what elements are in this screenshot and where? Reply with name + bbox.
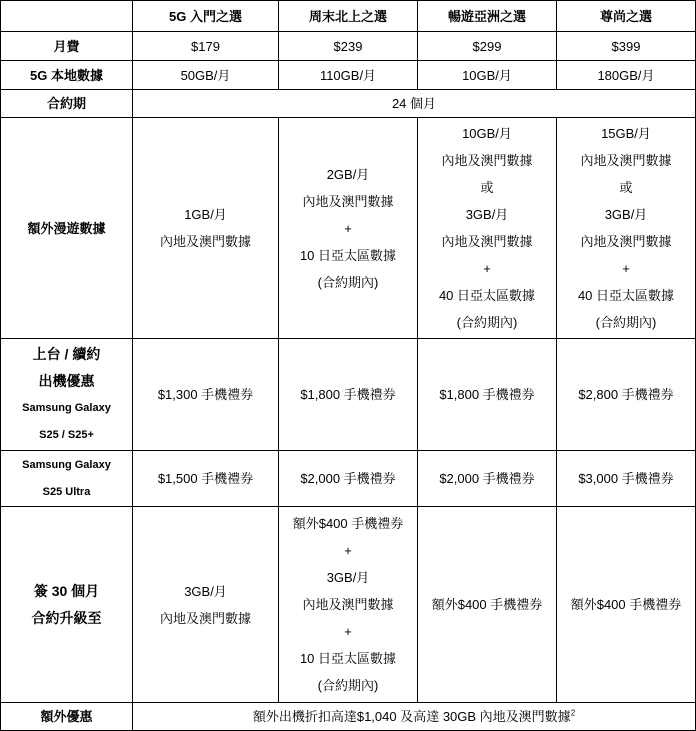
cell-line: + (344, 624, 352, 639)
offer-s25-label (1, 339, 133, 451)
cell-line: 15GB/月 (601, 126, 651, 141)
plan-name: 尊尚之選 (557, 1, 696, 32)
cell-line: 10GB/月 (462, 126, 512, 141)
cell-line: (合約期內) (456, 315, 518, 330)
cell-line: 10 日亞太區數據 (299, 247, 397, 263)
monthly-fee-label: 月費 (1, 32, 133, 61)
plan-upgrade (418, 507, 557, 703)
plan-fee: $299 (418, 32, 557, 61)
plan-local-data: 180GB/月 (557, 61, 696, 90)
offer-s25-row (1, 339, 696, 451)
cell-line: 1GB/月 (184, 207, 227, 222)
extra-label: 額外優惠 (1, 703, 133, 731)
upgrade-line1: 簽 30 個月 (33, 582, 100, 599)
plan-upgrade (557, 507, 696, 703)
upgrade-row (1, 507, 696, 703)
plan-roaming (279, 118, 418, 339)
cell-line: 內地及澳門數據 (159, 610, 251, 626)
cell-line: 40 日亞太區數據 (438, 288, 536, 303)
cell-line: 3GB/月 (326, 570, 370, 585)
upgrade-line2: 合約升級至 (31, 609, 102, 626)
cell-line: 內地及澳門數據 (159, 234, 251, 249)
monthly-fee-row (1, 32, 696, 61)
cell-line: (合約期內) (317, 678, 379, 693)
cell-line: 或 (619, 180, 633, 195)
cell-line: (合約期內) (317, 274, 379, 290)
corner-cell (1, 1, 133, 32)
cell-line: 額外$400 手機禮券 (292, 516, 404, 531)
plan-local-data: 50GB/月 (133, 61, 279, 90)
offer-ultra-value: $2,000 手機禮券 (279, 451, 418, 507)
plan-fee: $239 (279, 32, 418, 61)
cell-line: 3GB/月 (465, 207, 509, 222)
cell-line: 內地及澳門數據 (302, 193, 394, 209)
cell-line: 內地及澳門數據 (302, 597, 394, 612)
cell-line: (合約期內) (595, 315, 657, 330)
extra-row (1, 703, 696, 731)
offer-s25-value: $2,800 手機禮券 (557, 339, 696, 451)
plan-name: 5G 入門之選 (133, 1, 279, 32)
contract-row (1, 90, 696, 118)
upgrade-label (1, 507, 133, 703)
model-name: Samsung Galaxy (22, 401, 111, 414)
local-data-row (1, 61, 696, 90)
cell-line: + (622, 261, 630, 276)
cell-line: 3GB/月 (184, 583, 227, 599)
plan-local-data: 10GB/月 (418, 61, 557, 90)
plan-upgrade (133, 507, 279, 703)
plan-name: 周末北上之選 (279, 1, 418, 32)
footnote-marker: 2 (570, 708, 576, 718)
offer-ultra-value: $2,000 手機禮券 (418, 451, 557, 507)
plan-local-data: 110GB/月 (279, 61, 418, 90)
cell-line: 40 日亞太區數據 (577, 288, 675, 303)
model-name: S25 / S25+ (39, 428, 94, 441)
cell-line: 內地及澳門數據 (580, 234, 672, 249)
local-data-label: 5G 本地數據 (1, 61, 133, 90)
plan-fee: $179 (133, 32, 279, 61)
cell-line: 內地及澳門數據 (580, 153, 672, 168)
cell-line: 內地及澳門數據 (441, 234, 533, 249)
cell-line: 額外$400 手機禮券 (570, 597, 682, 612)
plan-fee: $399 (557, 32, 696, 61)
roaming-row (1, 118, 696, 339)
plan-roaming (418, 118, 557, 339)
cell-line: 2GB/月 (326, 166, 370, 182)
offer-ultra-label (1, 451, 133, 507)
plan-roaming (557, 118, 696, 339)
header-row (1, 1, 696, 32)
offer-line2: 出機優惠 (38, 372, 95, 389)
offer-s25-value: $1,800 手機禮券 (279, 339, 418, 451)
offer-ultra-value: $3,000 手機禮券 (557, 451, 696, 507)
cell-line: + (483, 261, 491, 276)
plan-upgrade (279, 507, 418, 703)
cell-line: 額外$400 手機禮券 (431, 597, 543, 612)
contract-value: 24 個月 (133, 90, 696, 118)
model-name: S25 Ultra (42, 485, 91, 498)
model-name: Samsung Galaxy (22, 458, 111, 471)
offer-ultra-row (1, 451, 696, 507)
cell-line: 內地及澳門數據 (441, 153, 533, 168)
offer-ultra-value: $1,500 手機禮券 (133, 451, 279, 507)
cell-line: + (344, 220, 352, 236)
plan-name: 暢遊亞洲之選 (418, 1, 557, 32)
roaming-label: 額外漫遊數據 (1, 118, 133, 339)
cell-line: 3GB/月 (604, 207, 648, 222)
extra-value: 額外出機折扣高達$1,040 及高達 30GB 內地及澳門數據 (252, 709, 571, 724)
contract-label: 合約期 (1, 90, 133, 118)
offer-s25-value: $1,800 手機禮券 (418, 339, 557, 451)
offer-s25-value: $1,300 手機禮券 (133, 339, 279, 451)
cell-line: 10 日亞太區數據 (299, 651, 397, 666)
cell-line: 或 (480, 180, 494, 195)
offer-line1: 上台 / 續約 (32, 345, 101, 362)
extra-value-cell (133, 703, 696, 731)
cell-line: + (344, 543, 352, 558)
plan-roaming (133, 118, 279, 339)
